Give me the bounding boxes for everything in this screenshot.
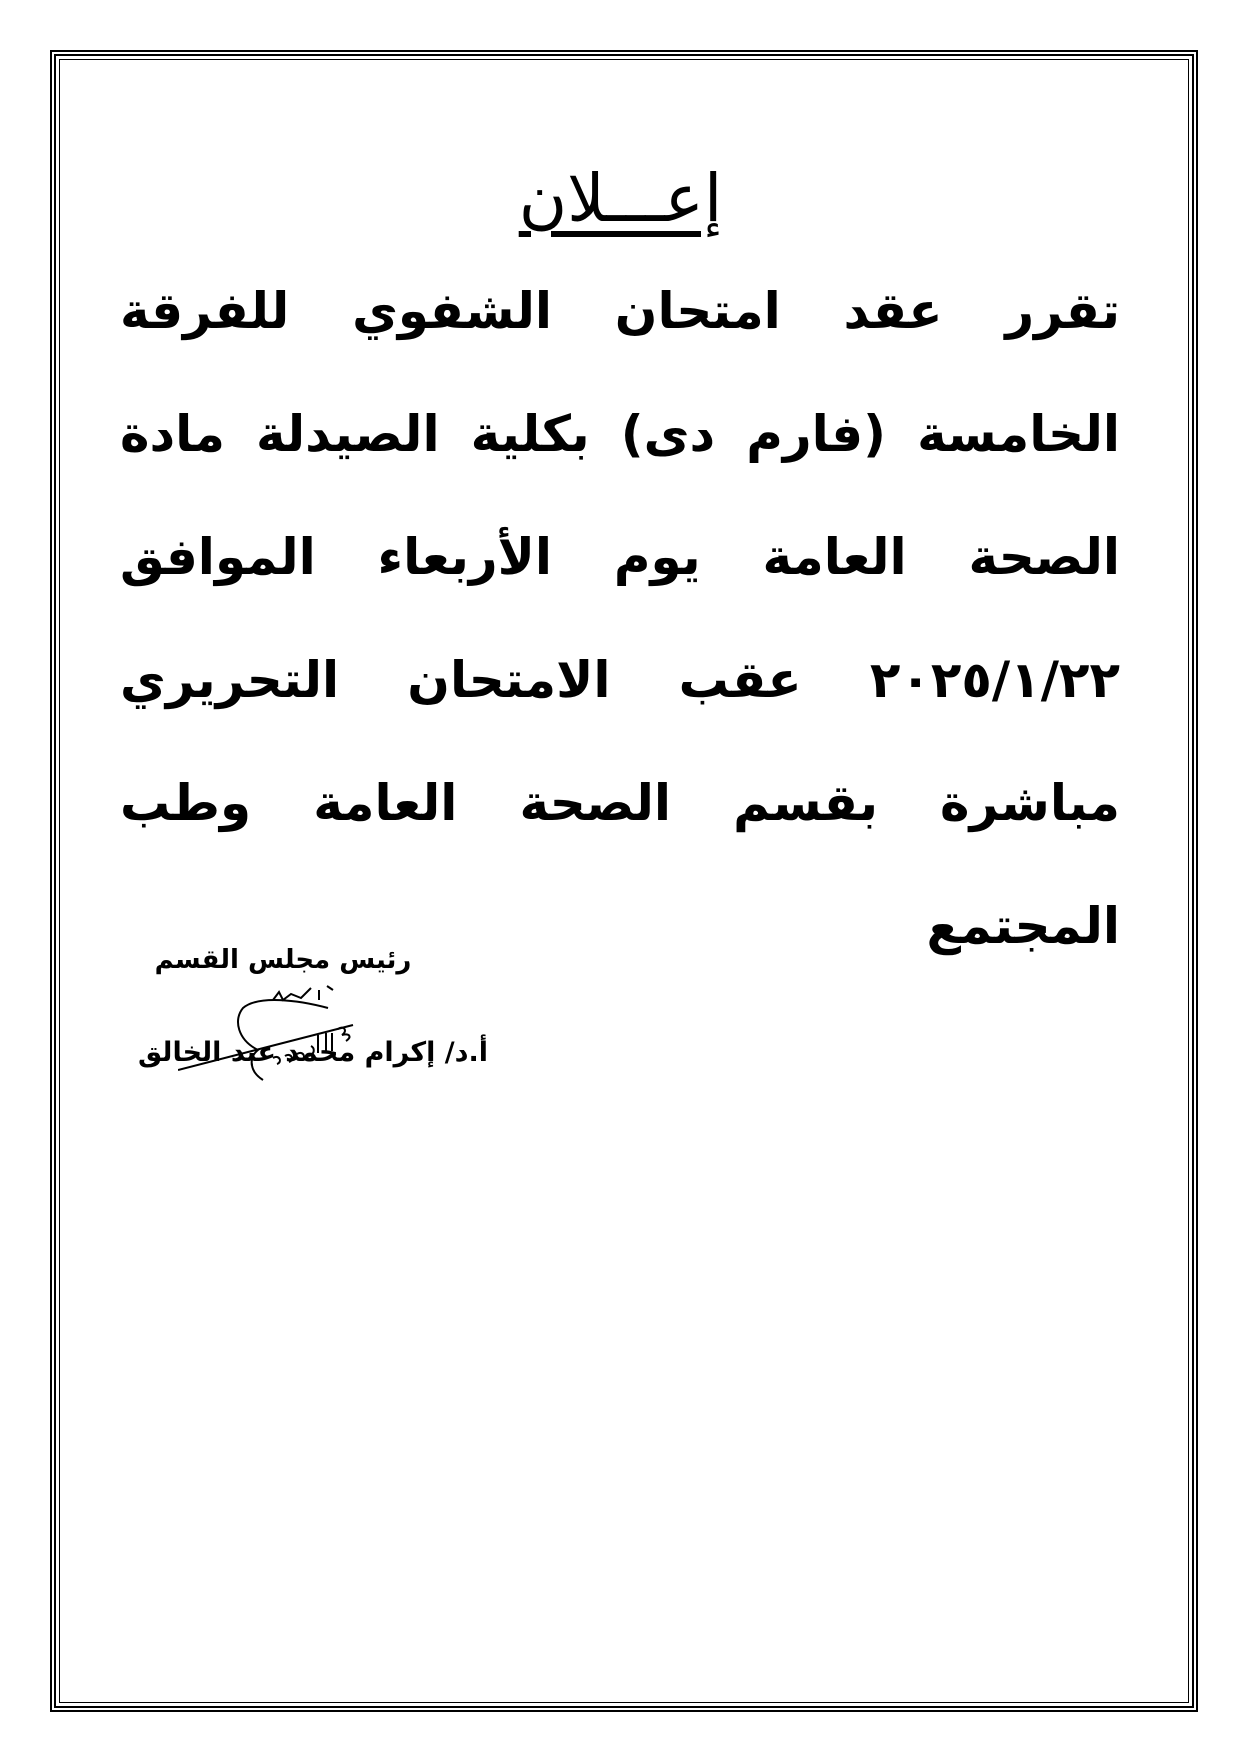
body-line: الخامسة (فارم دى) بكلية الصيدلة مادة: [120, 405, 1120, 463]
handwritten-signature: [178, 980, 418, 1090]
body-line: الصحة العامة يوم الأربعاء الموافق: [120, 528, 1120, 586]
signatory-role: رئيس مجلس القسم: [154, 945, 412, 975]
body-line: تقرر عقد امتحان الشفوي للفرقة: [120, 282, 1120, 340]
announcement-body: [120, 250, 1120, 988]
body-line: مباشرة بقسم الصحة العامة وطب المجتمع: [120, 774, 1120, 955]
signatory-name: أ.د/ إكرام محمد عبد الخالق: [137, 1037, 488, 1068]
signature-block: [118, 945, 488, 1068]
announcement-title: إعـــلان: [518, 160, 723, 237]
body-line: ٢٠٢٥/١/٢٢ عقب الامتحان التحريري: [120, 651, 1120, 709]
